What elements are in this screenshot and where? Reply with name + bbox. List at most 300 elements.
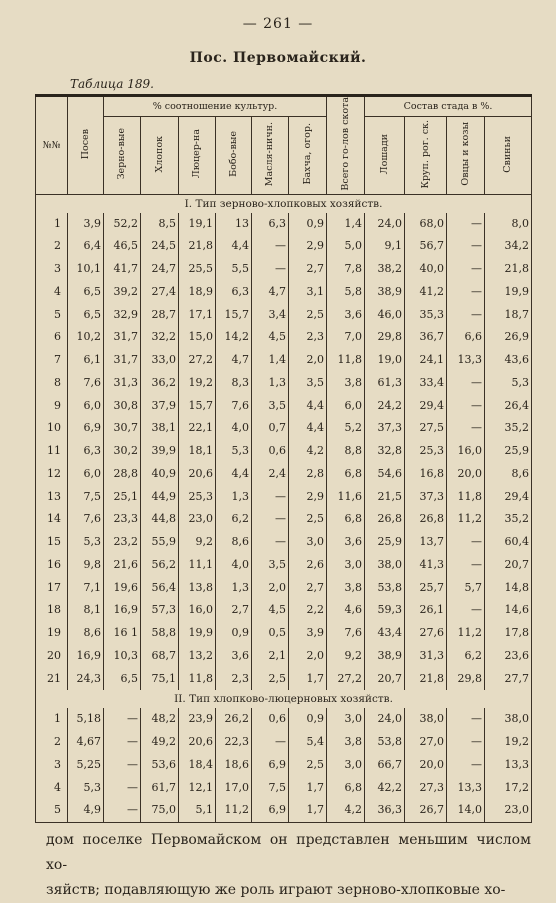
header-group-herd: Состав стада в %. [365, 96, 532, 117]
table-cell: 32,2 [141, 326, 179, 349]
table-cell: 31,3 [104, 372, 141, 395]
table-cell: 5,0 [327, 235, 365, 258]
table-cell: 1,3 [216, 577, 252, 600]
table-cell: 17,2 [485, 777, 532, 800]
table-cell: 19,1 [179, 213, 216, 236]
table-cell: — [447, 754, 485, 777]
table-cell: 75,1 [141, 668, 179, 691]
table-cell: 13,8 [179, 577, 216, 600]
table-cell: 11,1 [179, 554, 216, 577]
table-row [36, 258, 532, 281]
table-row [36, 508, 532, 531]
table-cell: 6,2 [216, 508, 252, 531]
table-cell: 13,7 [405, 531, 447, 554]
table-cell: 35,2 [485, 417, 532, 440]
table-row [36, 326, 532, 349]
table-cell: 14,0 [447, 799, 485, 822]
table-cell: 6,3 [216, 281, 252, 304]
paragraph-line: дом поселке Первомайском он представлен меньшим числом хо- [46, 832, 531, 873]
table-cell: 32,8 [365, 440, 405, 463]
table-cell: 24,3 [68, 668, 104, 691]
table-cell: 6,0 [68, 395, 104, 418]
table-cell: 6,5 [104, 668, 141, 691]
table-cell: 66,7 [365, 754, 405, 777]
header-bobovye: Бобо-вые [216, 117, 252, 194]
table-cell: 24,0 [365, 708, 405, 731]
table-cell: 28,7 [141, 304, 179, 327]
table-row [36, 304, 532, 327]
table-cell: 4,4 [289, 417, 327, 440]
table-cell: 20,6 [179, 731, 216, 754]
table-caption: Таблица 189. [70, 77, 154, 91]
table-cell: 29,8 [365, 326, 405, 349]
table-cell: 31,7 [104, 326, 141, 349]
table-cell: 24,2 [365, 395, 405, 418]
table-cell: 30,8 [104, 395, 141, 418]
table-cell: 0,6 [252, 708, 289, 731]
table-cell: 26,1 [405, 599, 447, 622]
table-cell: 6,1 [68, 349, 104, 372]
table-cell: — [447, 258, 485, 281]
table-cell: 10,2 [68, 326, 104, 349]
header-vsego-skota: Всего го-лов скота [327, 96, 365, 195]
table-cell: 2,5 [289, 754, 327, 777]
table-cell: 12,1 [179, 777, 216, 800]
table-cell: 3,6 [327, 531, 365, 554]
row-number-cell: 8 [36, 372, 68, 395]
table-cell: 8,1 [68, 599, 104, 622]
table-cell: 38,0 [365, 554, 405, 577]
table-cell: 4,4 [289, 395, 327, 418]
table-cell: 4,6 [327, 599, 365, 622]
table-cell: 14,8 [485, 577, 532, 600]
table-cell: 9,2 [327, 645, 365, 668]
table-cell: 31,7 [104, 349, 141, 372]
table-cell: 21,8 [485, 258, 532, 281]
table-cell: 5,2 [327, 417, 365, 440]
table-cell: 23,0 [485, 799, 532, 822]
table-cell: 31,3 [405, 645, 447, 668]
table-cell: 30,2 [104, 440, 141, 463]
table-row [36, 731, 532, 754]
table-row [36, 417, 532, 440]
table-cell: 2,1 [252, 645, 289, 668]
table-row [36, 554, 532, 577]
data-table [35, 94, 532, 823]
table-cell: 17,8 [485, 622, 532, 645]
table-cell: 7,6 [216, 395, 252, 418]
table-cell: 26,4 [485, 395, 532, 418]
table-cell: 9,1 [365, 235, 405, 258]
table-cell: 7,0 [327, 326, 365, 349]
table-cell: — [252, 258, 289, 281]
table-cell: 6,9 [68, 417, 104, 440]
table-cell: 26,2 [216, 708, 252, 731]
table-cell: — [252, 235, 289, 258]
table-cell: 38,9 [365, 281, 405, 304]
table-row [36, 235, 532, 258]
table-cell: 4,5 [252, 599, 289, 622]
table-cell: 41,2 [405, 281, 447, 304]
table-cell: 2,4 [252, 463, 289, 486]
table-cell: 2,6 [289, 554, 327, 577]
table-cell: 33,4 [405, 372, 447, 395]
table-cell: — [447, 281, 485, 304]
table-cell: 6,8 [327, 463, 365, 486]
table-cell: 38,0 [485, 708, 532, 731]
table-cell: 8,5 [141, 213, 179, 236]
table-cell: 2,5 [252, 668, 289, 691]
table-cell: 17,1 [179, 304, 216, 327]
table-cell: 7,6 [68, 508, 104, 531]
table-cell: 2,3 [289, 326, 327, 349]
table-cell: 1,3 [252, 372, 289, 395]
table-cell: 8,8 [327, 440, 365, 463]
table-cell: 11,8 [327, 349, 365, 372]
section-header-row [36, 194, 532, 213]
table-cell: 3,5 [252, 395, 289, 418]
table-row [36, 395, 532, 418]
table-cell: — [447, 599, 485, 622]
table-cell: 2,0 [252, 577, 289, 600]
table-cell: 27,5 [405, 417, 447, 440]
table-cell: 2,5 [289, 508, 327, 531]
table-cell: 0,7 [252, 417, 289, 440]
table-cell: — [447, 731, 485, 754]
table-cell: 6,4 [68, 235, 104, 258]
table-cell: 14,6 [485, 599, 532, 622]
row-number-cell: 18 [36, 599, 68, 622]
table-cell: 68,0 [405, 213, 447, 236]
table-cell: 2,7 [216, 599, 252, 622]
table-cell: 4,2 [327, 799, 365, 822]
table-cell: 16,9 [104, 599, 141, 622]
table-row [36, 349, 532, 372]
page-number: — 261 — [242, 16, 314, 32]
table-cell: — [447, 235, 485, 258]
table-cell: 27,2 [179, 349, 216, 372]
table-cell: 26,7 [405, 799, 447, 822]
table-cell: 11,2 [447, 622, 485, 645]
table-cell: 39,2 [104, 281, 141, 304]
table-cell: 16 1 [104, 622, 141, 645]
table-cell: 56,4 [141, 577, 179, 600]
table-cell: 36,3 [365, 799, 405, 822]
table-row [36, 754, 532, 777]
table-row [36, 708, 532, 731]
table-cell: 3,1 [289, 281, 327, 304]
table-cell: 2,5 [289, 304, 327, 327]
table-cell: 40,0 [405, 258, 447, 281]
table-cell: 3,0 [327, 708, 365, 731]
section-header-row [36, 690, 532, 708]
table-cell: 8,6 [216, 531, 252, 554]
table-cell: 61,7 [141, 777, 179, 800]
header-bakhcha: Бахча, огор. [289, 117, 327, 194]
table-cell: 13,3 [447, 777, 485, 800]
table-cell: 29,4 [405, 395, 447, 418]
table-cell: 0,9 [216, 622, 252, 645]
table-cell: 5,3 [68, 777, 104, 800]
table-cell: 4,4 [216, 463, 252, 486]
header-no: №№ [36, 96, 68, 195]
table-cell: — [447, 304, 485, 327]
table-cell: 0,9 [289, 708, 327, 731]
table-cell: 5,4 [289, 731, 327, 754]
table-cell: 19,9 [179, 622, 216, 645]
table-cell: 57,3 [141, 599, 179, 622]
table-cell: 1,7 [289, 668, 327, 691]
table-row [36, 486, 532, 509]
table-cell: 2,9 [289, 235, 327, 258]
table-row [36, 645, 532, 668]
table-cell: 4,4 [216, 235, 252, 258]
table-cell: 0,6 [252, 440, 289, 463]
table-cell: 19,2 [485, 731, 532, 754]
header-lyucerna: Люцер-на [179, 117, 216, 194]
section-title: II. Тип хлопково-люцерновых хозяйств. [36, 690, 532, 708]
table-row [36, 440, 532, 463]
table-cell: 8,6 [485, 463, 532, 486]
table-cell: 26,9 [485, 326, 532, 349]
table-cell: 23,9 [179, 708, 216, 731]
table-row [36, 281, 532, 304]
table-cell: 26,8 [365, 508, 405, 531]
table-cell: 3,8 [327, 731, 365, 754]
table-cell: 75,0 [141, 799, 179, 822]
table-cell: 18,7 [485, 304, 532, 327]
table-cell: 0,9 [289, 213, 327, 236]
table-cell: 2,8 [289, 463, 327, 486]
row-number-cell: 4 [36, 777, 68, 800]
table-cell: 15,0 [179, 326, 216, 349]
table-cell: 17,0 [216, 777, 252, 800]
table-cell: 49,2 [141, 731, 179, 754]
table-cell: 20,7 [485, 554, 532, 577]
table-cell: 6,6 [447, 326, 485, 349]
table-cell: 27,3 [405, 777, 447, 800]
table-cell: 27,7 [485, 668, 532, 691]
table-cell: 7,6 [327, 622, 365, 645]
table-cell: — [104, 708, 141, 731]
row-number-cell: 21 [36, 668, 68, 691]
row-number-cell: 2 [36, 731, 68, 754]
table-cell: — [447, 531, 485, 554]
table-cell: 21,6 [104, 554, 141, 577]
table-cell: 4,7 [216, 349, 252, 372]
table-cell: 61,3 [365, 372, 405, 395]
table-cell: 21,8 [179, 235, 216, 258]
table-cell: — [447, 417, 485, 440]
header-zernovye: Зерно-вые [104, 117, 141, 194]
table-cell: 53,6 [141, 754, 179, 777]
table-cell: 5,8 [327, 281, 365, 304]
body-paragraph [46, 828, 531, 903]
table-cell: 48,2 [141, 708, 179, 731]
table-cell: 46,0 [365, 304, 405, 327]
table-cell: 37,3 [365, 417, 405, 440]
row-number-cell: 14 [36, 508, 68, 531]
table-cell: 3,5 [252, 554, 289, 577]
table-cell: 39,9 [141, 440, 179, 463]
table-cell: 3,9 [289, 622, 327, 645]
table-cell: 8,0 [485, 213, 532, 236]
table-cell: 6,5 [68, 281, 104, 304]
table-cell: 58,8 [141, 622, 179, 645]
table-cell: 16,0 [447, 440, 485, 463]
table-cell: — [447, 213, 485, 236]
table-cell: 41,7 [104, 258, 141, 281]
table-cell: 38,2 [365, 258, 405, 281]
table-cell: 68,7 [141, 645, 179, 668]
table-cell: 1,4 [327, 213, 365, 236]
table-cell: 34,2 [485, 235, 532, 258]
table-cell: 25,5 [179, 258, 216, 281]
table-cell: 53,8 [365, 577, 405, 600]
table-cell: 6,9 [252, 799, 289, 822]
table-cell: 2,0 [289, 645, 327, 668]
table-cell: 44,9 [141, 486, 179, 509]
row-number-cell: 19 [36, 622, 68, 645]
table-cell: 40,9 [141, 463, 179, 486]
table-row [36, 372, 532, 395]
table-cell: 53,8 [365, 731, 405, 754]
table-row [36, 799, 532, 822]
table-cell: 35,3 [405, 304, 447, 327]
table-cell: 13,3 [485, 754, 532, 777]
table-row [36, 622, 532, 645]
header-posev: Посев [68, 96, 104, 195]
table-cell: 11,6 [327, 486, 365, 509]
table-cell: 16,9 [68, 645, 104, 668]
table-cell: 9,2 [179, 531, 216, 554]
table-cell: 14,2 [216, 326, 252, 349]
table-cell: 27,0 [405, 731, 447, 754]
table-cell: 38,0 [405, 708, 447, 731]
table-cell: 30,7 [104, 417, 141, 440]
section-title: I. Тип зерново-хлопковых хозяйств. [36, 194, 532, 213]
table-row [36, 463, 532, 486]
table-cell: 3,8 [327, 577, 365, 600]
table-cell: 10,3 [104, 645, 141, 668]
table-cell: — [252, 531, 289, 554]
table-cell: 46,5 [104, 235, 141, 258]
table-cell: 3,0 [327, 754, 365, 777]
table-cell: 5,3 [216, 440, 252, 463]
table-cell: — [104, 731, 141, 754]
row-number-cell: 12 [36, 463, 68, 486]
table-cell: 24,5 [141, 235, 179, 258]
table-cell: 6,8 [327, 508, 365, 531]
table-cell: 21,5 [365, 486, 405, 509]
table-cell: 6,3 [252, 213, 289, 236]
table-cell: 21,8 [405, 668, 447, 691]
row-number-cell: 3 [36, 258, 68, 281]
table-cell: 9,8 [68, 554, 104, 577]
row-number-cell: 10 [36, 417, 68, 440]
table-row [36, 577, 532, 600]
table-cell: 4,2 [289, 440, 327, 463]
table-cell: 13,2 [179, 645, 216, 668]
table-cell: 7,5 [68, 486, 104, 509]
table-cell: 5,3 [68, 531, 104, 554]
table-cell: 25,3 [405, 440, 447, 463]
table-cell: 11,8 [447, 486, 485, 509]
table-cell: 15,7 [179, 395, 216, 418]
row-number-cell: 3 [36, 754, 68, 777]
table-cell: 24,7 [141, 258, 179, 281]
header-krup-rog: Круп. рог. ск. [405, 117, 447, 194]
table-cell: 23,3 [104, 508, 141, 531]
table-cell: 37,3 [405, 486, 447, 509]
table-cell: 22,1 [179, 417, 216, 440]
table-cell: 2,9 [289, 486, 327, 509]
table-cell: 0,5 [252, 622, 289, 645]
row-number-cell: 2 [36, 235, 68, 258]
table-cell: 20,0 [447, 463, 485, 486]
table-cell: 1,3 [216, 486, 252, 509]
header-ovcy: Овцы и козы [447, 117, 485, 194]
table-cell: 15,7 [216, 304, 252, 327]
table-cell: — [252, 508, 289, 531]
table-cell: 4,9 [68, 799, 104, 822]
table-cell: 5,7 [447, 577, 485, 600]
row-number-cell: 4 [36, 281, 68, 304]
table-cell: 10,1 [68, 258, 104, 281]
table-cell: 2,2 [289, 599, 327, 622]
row-number-cell: 16 [36, 554, 68, 577]
table-cell: — [447, 708, 485, 731]
table-cell: 1,4 [252, 349, 289, 372]
table-cell: 24,1 [405, 349, 447, 372]
table-cell: 2,3 [216, 668, 252, 691]
table-cell: 5,5 [216, 258, 252, 281]
table-cell: 1,7 [289, 777, 327, 800]
table-cell: 4,0 [216, 417, 252, 440]
table-cell: 4,0 [216, 554, 252, 577]
table-cell: 6,0 [327, 395, 365, 418]
table-cell: 7,6 [68, 372, 104, 395]
table-cell: 25,7 [405, 577, 447, 600]
table-cell: — [104, 754, 141, 777]
table-cell: 11,2 [216, 799, 252, 822]
table-cell: 54,6 [365, 463, 405, 486]
table-cell: 5,18 [68, 708, 104, 731]
table-body [36, 194, 532, 823]
table-cell: 52,2 [104, 213, 141, 236]
table-cell: 4,5 [252, 326, 289, 349]
table-row [36, 213, 532, 236]
header-loshadi: Лошади [365, 117, 405, 194]
table-cell: 3,0 [327, 554, 365, 577]
table-cell: 29,8 [447, 668, 485, 691]
row-number-cell: 1 [36, 708, 68, 731]
table-cell: 60,4 [485, 531, 532, 554]
table-cell: 3,5 [289, 372, 327, 395]
table-cell: 25,1 [104, 486, 141, 509]
table-cell: 11,2 [447, 508, 485, 531]
table-cell: 27,2 [327, 668, 365, 691]
table-cell: 29,4 [485, 486, 532, 509]
table-cell: 18,1 [179, 440, 216, 463]
table-cell: 20,6 [179, 463, 216, 486]
table-cell: 5,25 [68, 754, 104, 777]
table-cell: 27,4 [141, 281, 179, 304]
header-group-culture: % соотношение культур. [104, 96, 327, 117]
table-row [36, 777, 532, 800]
row-number-cell: 9 [36, 395, 68, 418]
table-row [36, 599, 532, 622]
